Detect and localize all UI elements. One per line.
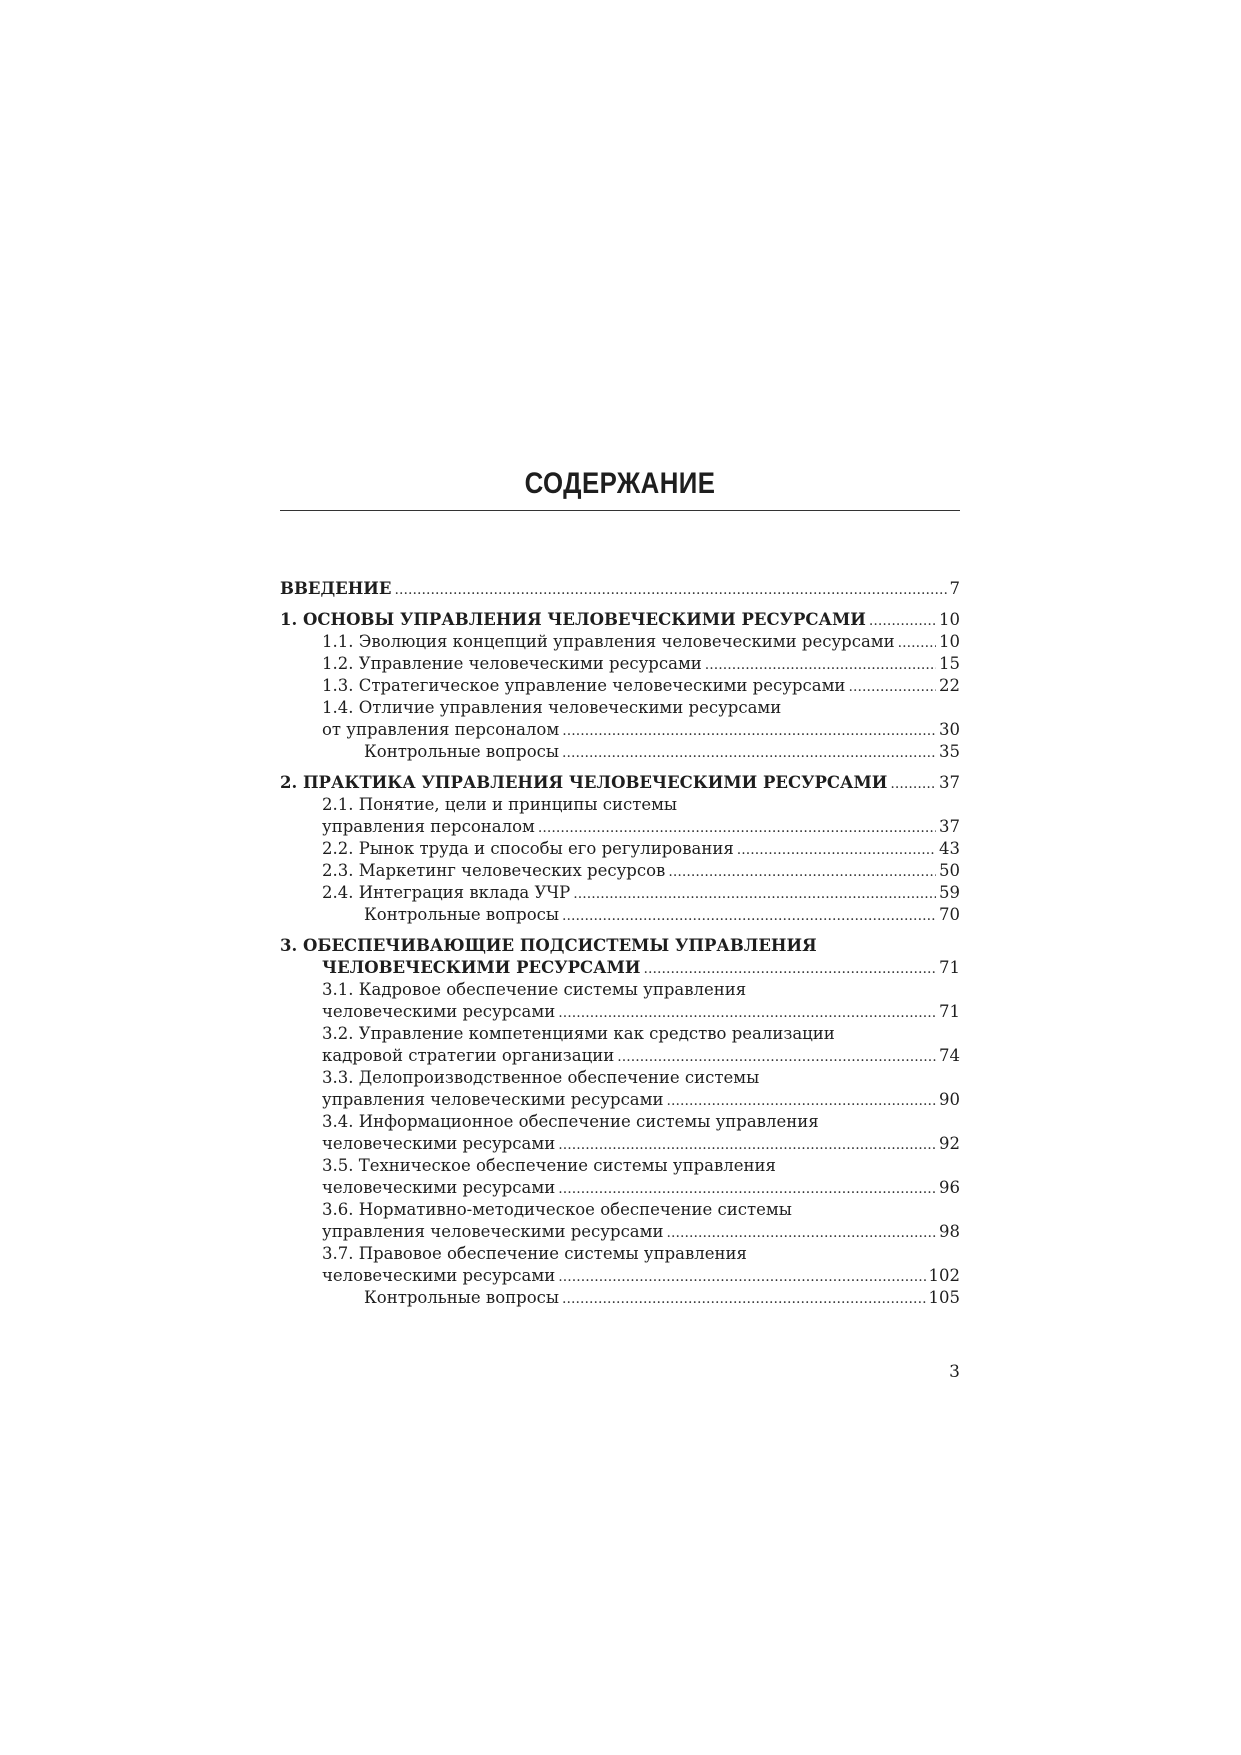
toc-entry-title: ВВЕДЕНИЕ	[280, 579, 392, 598]
toc-entry-title: ЧЕЛОВЕЧЕСКИМИ РЕСУРСАМИ	[322, 958, 641, 977]
toc-line	[280, 1221, 960, 1243]
dot-leader	[898, 632, 936, 654]
toc-entry-title: 1.2. Управление человеческими ресурсами	[322, 654, 702, 673]
toc-entry-page: 37	[939, 817, 960, 836]
page-number: 3	[949, 1362, 960, 1382]
toc-entry-page: 30	[939, 720, 960, 739]
dot-leader	[562, 1288, 925, 1310]
toc-entry-page: 105	[928, 1288, 960, 1307]
toc-entry-title: 3.6. Нормативно-методическое обеспечение системы	[322, 1200, 792, 1219]
toc-entry-section[interactable]	[280, 838, 960, 860]
toc-entry-questions[interactable]	[280, 904, 960, 926]
toc-entry-title: 1.1. Эволюция концепций управления человеческими ресурсами	[322, 632, 895, 651]
dot-leader	[848, 676, 936, 698]
dot-leader	[737, 839, 936, 861]
toc-entry-chapter[interactable]	[280, 772, 960, 794]
toc-entry-title: управления персоналом	[322, 817, 535, 836]
toc-entry-title: человеческими ресурсами	[322, 1178, 556, 1197]
dot-leader	[666, 1090, 936, 1112]
toc-entry-section[interactable]	[280, 882, 960, 904]
toc-line	[280, 1023, 960, 1045]
toc-entry-title: человеческими ресурсами	[322, 1134, 556, 1153]
toc-line	[280, 1089, 960, 1111]
toc-line	[280, 1287, 960, 1309]
toc-entry-title: от управления персоналом	[322, 720, 560, 739]
toc-entry-section[interactable]	[280, 653, 960, 675]
dot-leader	[558, 1266, 925, 1288]
chapter-gap	[280, 600, 960, 609]
toc-entry-title: 1.4. Отличие управления человеческими ресурсами	[322, 698, 782, 717]
toc-entry-title: 3.2. Управление компетенциями как средство реализации	[322, 1024, 835, 1043]
toc-line	[280, 653, 960, 675]
toc-line	[280, 1199, 960, 1221]
toc-line	[280, 935, 960, 957]
toc-line	[280, 1067, 960, 1089]
page-title: СОДЕРЖАНИЕ	[524, 467, 716, 500]
toc-entry-title: 2. ПРАКТИКА УПРАВЛЕНИЯ ЧЕЛОВЕЧЕСКИМИ РЕСУРСАМИ	[280, 773, 888, 792]
toc-entry-title: 3.7. Правовое обеспечение системы управления	[322, 1244, 747, 1263]
toc-line	[280, 882, 960, 904]
toc-entry-page: 71	[939, 958, 960, 977]
toc-line	[280, 1243, 960, 1265]
dot-leader	[666, 1222, 936, 1244]
toc-entry-section[interactable]	[280, 1111, 960, 1155]
toc-entry-page: 96	[939, 1178, 960, 1197]
dot-leader	[558, 1134, 936, 1156]
toc-entry-section[interactable]	[280, 675, 960, 697]
dot-leader	[394, 579, 946, 601]
toc-entry-title: 3.4. Информационное обеспечение системы управления	[322, 1112, 819, 1131]
toc-line	[280, 609, 960, 631]
toc-line	[280, 631, 960, 653]
dot-leader	[573, 883, 936, 905]
toc-entry-page: 92	[939, 1134, 960, 1153]
chapter-gap	[280, 763, 960, 772]
toc-entry-title: управления человеческими ресурсами	[322, 1222, 664, 1241]
toc-entry-page: 71	[939, 1002, 960, 1021]
toc-entry-title: 3.3. Делопроизводственное обеспечение системы	[322, 1068, 760, 1087]
toc-entry-title: 2.3. Маркетинг человеческих ресурсов	[322, 861, 666, 880]
toc-entry-section[interactable]	[280, 1023, 960, 1067]
dot-leader	[705, 654, 936, 676]
toc-line	[280, 772, 960, 794]
dot-leader	[558, 1178, 936, 1200]
dot-leader	[643, 958, 936, 980]
dot-leader	[558, 1002, 936, 1024]
toc-entry-title: человеческими ресурсами	[322, 1266, 556, 1285]
toc-entry-page: 98	[939, 1222, 960, 1241]
toc-line	[280, 741, 960, 763]
toc-entry-section[interactable]	[280, 1155, 960, 1199]
toc-line	[280, 1265, 960, 1287]
toc-entry-page: 22	[939, 676, 960, 695]
toc-entry-title: человеческими ресурсами	[322, 1002, 556, 1021]
toc-line	[280, 719, 960, 741]
toc-entry-page: 59	[939, 883, 960, 902]
dot-leader	[890, 773, 936, 795]
toc-line	[280, 1133, 960, 1155]
toc-entry-page: 7	[949, 579, 960, 598]
dot-leader	[617, 1046, 936, 1068]
dot-leader	[562, 905, 936, 927]
chapter-gap	[280, 926, 960, 935]
dot-leader	[562, 720, 936, 742]
toc-entry-title: Контрольные вопросы	[364, 742, 560, 761]
toc-entry-page: 37	[939, 773, 960, 792]
toc-entry-chapter[interactable]	[280, 578, 960, 600]
toc-line	[280, 1111, 960, 1133]
toc-entry-section[interactable]	[280, 860, 960, 882]
toc-line	[280, 697, 960, 719]
toc-entry-title: управления человеческими ресурсами	[322, 1090, 664, 1109]
toc-line	[280, 1045, 960, 1067]
toc-entry-page: 50	[939, 861, 960, 880]
toc-entry-page: 35	[939, 742, 960, 761]
toc-entry-title: Контрольные вопросы	[364, 905, 560, 924]
dot-leader	[869, 610, 936, 632]
toc-entry-section[interactable]	[280, 631, 960, 653]
toc-entry-title: 1. ОСНОВЫ УПРАВЛЕНИЯ ЧЕЛОВЕЧЕСКИМИ РЕСУРСАМИ	[280, 610, 866, 629]
dot-leader	[668, 861, 936, 883]
title-divider	[280, 510, 960, 511]
toc-entry-chapter[interactable]	[280, 935, 960, 979]
toc-entry-questions[interactable]	[280, 741, 960, 763]
toc-entry-page: 10	[939, 632, 960, 651]
toc-entry-section[interactable]	[280, 697, 960, 741]
toc-entry-title: 2.1. Понятие, цели и принципы системы	[322, 795, 678, 814]
toc-entry-section[interactable]	[280, 794, 960, 838]
toc-entry-page: 74	[939, 1046, 960, 1065]
toc-line	[280, 904, 960, 926]
toc-entry-title: 3. ОБЕСПЕЧИВАЮЩИЕ ПОДСИСТЕМЫ УПРАВЛЕНИЯ	[280, 936, 817, 955]
toc-entry-page: 10	[939, 610, 960, 629]
toc-entry-page: 43	[939, 839, 960, 858]
toc-entry-title: Контрольные вопросы	[364, 1288, 560, 1307]
dot-leader	[538, 817, 936, 839]
toc-line	[280, 675, 960, 697]
toc-entry-title: 2.2. Рынок труда и способы его регулирования	[322, 839, 734, 858]
toc-entry-title: 3.5. Техническое обеспечение системы управления	[322, 1156, 776, 1175]
toc-entry-section[interactable]	[280, 979, 960, 1023]
toc-entry-title: 1.3. Стратегическое управление человеческими ресурсами	[322, 676, 846, 695]
toc-entry-page: 70	[939, 905, 960, 924]
toc-entry-title: 2.4. Интеграция вклада УЧР	[322, 883, 571, 902]
table-of-contents	[280, 578, 960, 1309]
toc-line	[280, 957, 960, 979]
toc-line	[280, 1177, 960, 1199]
toc-line	[280, 838, 960, 860]
toc-line	[280, 979, 960, 1001]
toc-line	[280, 1001, 960, 1023]
toc-line	[280, 816, 960, 838]
toc-line	[280, 794, 960, 816]
toc-entry-section[interactable]	[280, 1243, 960, 1287]
toc-entry-questions[interactable]	[280, 1287, 960, 1309]
dot-leader	[562, 742, 936, 764]
toc-entry-page: 102	[928, 1266, 960, 1285]
toc-line	[280, 860, 960, 882]
toc-entry-page: 90	[939, 1090, 960, 1109]
toc-entry-section[interactable]	[280, 1067, 960, 1111]
toc-entry-chapter[interactable]	[280, 609, 960, 631]
toc-line	[280, 1155, 960, 1177]
toc-entry-title: кадровой стратегии организации	[322, 1046, 615, 1065]
toc-entry-section[interactable]	[280, 1199, 960, 1243]
toc-entry-page: 15	[939, 654, 960, 673]
toc-entry-title: 3.1. Кадровое обеспечение системы управления	[322, 980, 747, 999]
toc-line	[280, 578, 960, 600]
